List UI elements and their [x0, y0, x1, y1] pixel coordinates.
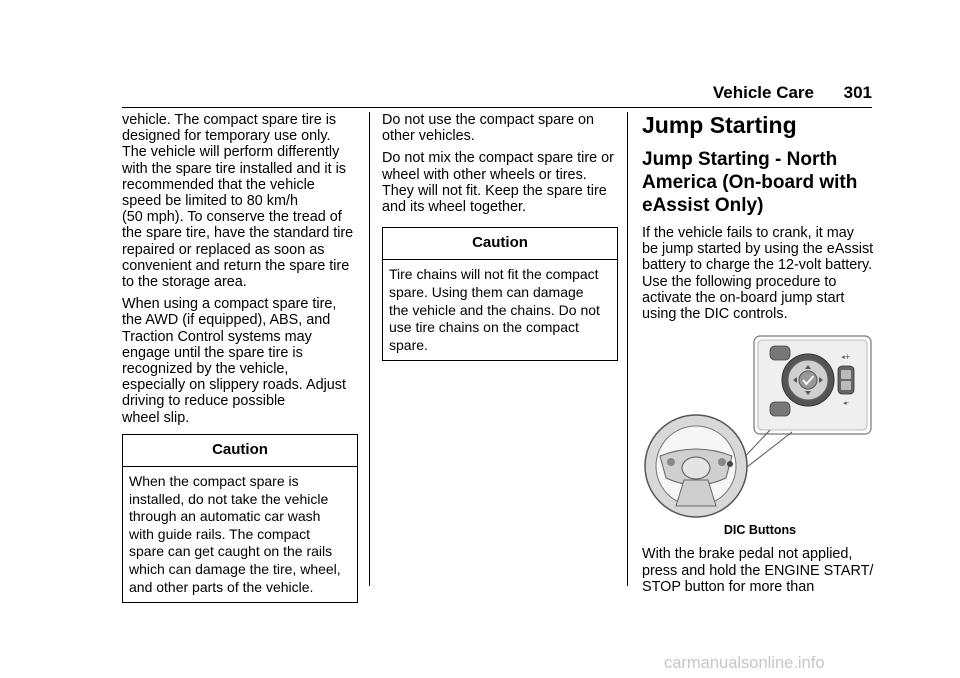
svg-text:◂+: ◂+: [841, 353, 851, 362]
steering-wheel-illustration: [642, 332, 874, 518]
paragraph-spare-tire-use: vehicle. The compact spare tire is designed for temporary use only. The vehicle will perform differently with the spare tire installed and it is recommended that the vehicle speed be limited to 80 km/h (50 mph). To conserve the tread of the spare tire, have the standard tire repaired or replaced as soon as convenient and return the spare tire to the storage area.: [122, 112, 354, 291]
caution-text: When the compact spare is installed, do not take the vehicle through an automatic car wash with guide rails. The compact spare can get caught on the rails which can damage the tire, wheel, and other parts of the vehicle.: [129, 473, 341, 595]
figure-caption: DIC Buttons: [723, 523, 797, 538]
caution-box-tire-chains: [382, 227, 618, 361]
page-header: [122, 83, 872, 108]
subsection-heading: Jump Starting - North America (On-board with eAssist Only): [642, 149, 858, 216]
column-divider-1: [369, 112, 370, 586]
paragraph-other-vehicles: Do not use the compact spare on other vehicles.: [382, 112, 594, 145]
paragraph-brake-pedal: With the brake pedal not applied, press and hold the ENGINE START/ STOP button for more than: [642, 546, 874, 595]
watermark-text: carmanualsonline.info: [664, 654, 825, 672]
paragraph-awd-abs: When using a compact spare tire, the AWD (if equipped), ABS, and Traction Control systems may engage until the spare tire is recognized by the vehicle, especially on slippery roads. Adjust driving to reduce possible wheel slip.: [122, 296, 346, 426]
column-2: [382, 112, 618, 361]
svg-text:◂-: ◂-: [842, 399, 850, 408]
section-heading: Jump Starting: [642, 112, 797, 138]
paragraph-mix-tires: Do not mix the compact spare tire or wheel with other wheels or tires. They will not fit. Keep the spare tire and its wheel together.: [382, 150, 614, 216]
column-3: [642, 112, 878, 601]
column-1: [122, 112, 358, 603]
caution-title: Caution: [383, 228, 617, 260]
caution-text: Tire chains will not fit the compact spare. Using them can damage the vehicle and the chains. Do not use tire chains on the compact spare.: [389, 266, 600, 353]
caution-box-car-wash: [122, 434, 358, 603]
section-title: Vehicle Care: [712, 83, 814, 102]
page-number: 301: [843, 83, 872, 102]
dic-buttons-figure: [642, 332, 874, 518]
caution-title: Caution: [123, 435, 357, 467]
column-divider-2: [627, 112, 628, 586]
paragraph-jump-start-intro: If the vehicle fails to crank, it may be jump started by using the eAssist battery to charge the 12-volt battery. Use the following procedure to activate the on-board jump start using the DIC controls.: [642, 225, 874, 323]
